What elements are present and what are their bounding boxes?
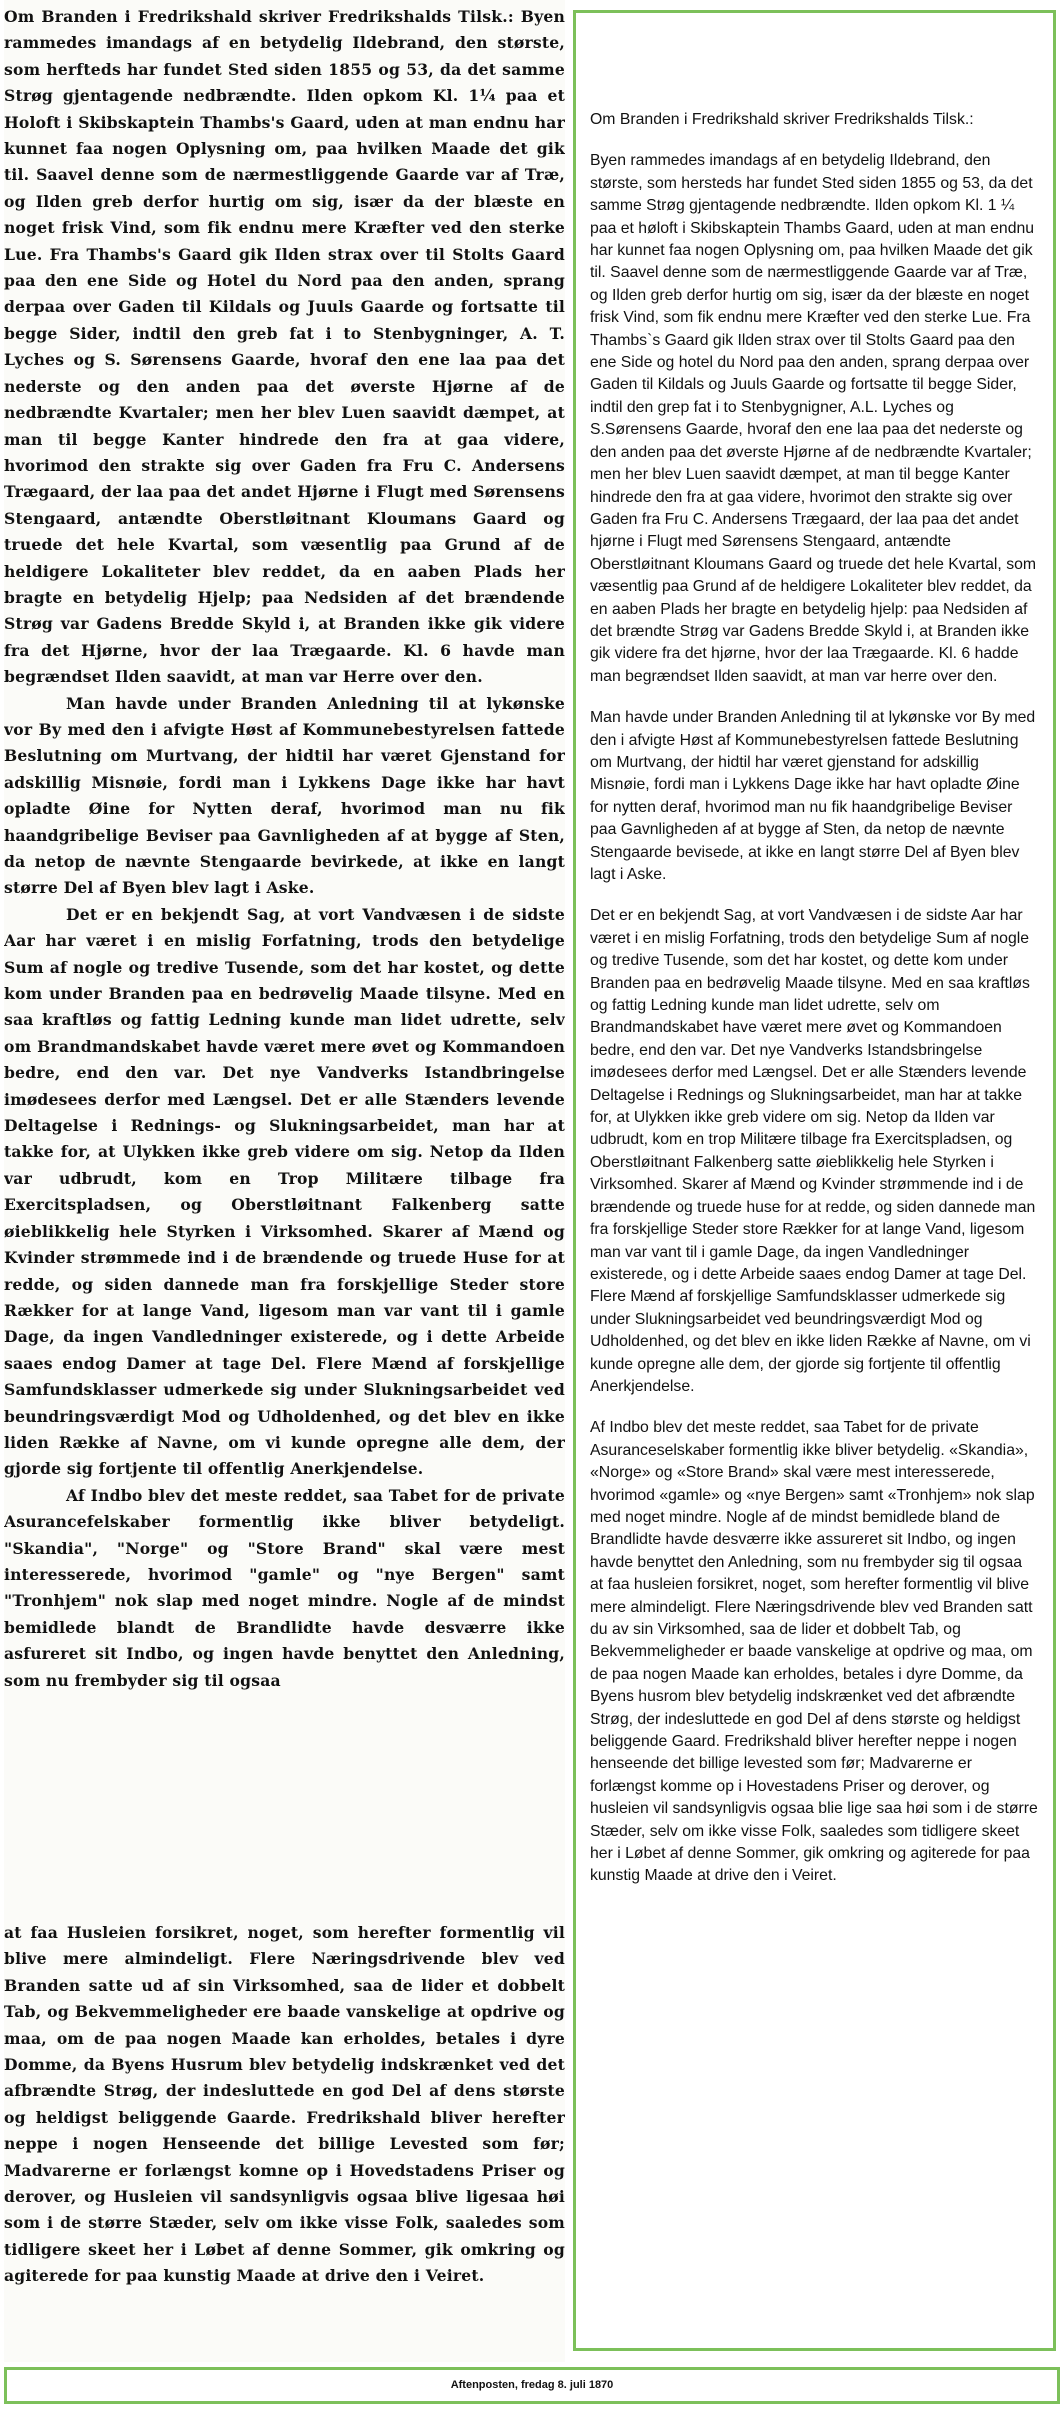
source-caption: Aftenposten, fredag 8. juli 1870: [4, 2367, 1060, 2404]
newspaper-clipping-scan: [4, 0, 565, 2362]
clipping-paragraph: Af Indbo blev det meste reddet, saa Tabet for de private Asurancefelskaber formentlig ikke bliver betydeligt. "Skandia", "Norge" og "Store Brand" skal være mest interesserede, hvorimod "gamle" og "nye Bergen" samt "Tronhjem" nok slap med noget mindre. Nogle af de mindst bemidlede blandt de Brandlidte havde desværre ikke asfureret sit Indbo, og ingen havde benyttet den Anledning, som nu frembyder sig til ogsaa: [4, 1485, 565, 1690]
clipping-paragraph: Om Branden i Fredrikshald skriver Fredrikshalds Tilsk.: Byen rammedes imandags af en betydelig Ildebrand, den største, som herfteds har fundet Sted siden 1855 og 53, da det samme Strøg gjentagende nedbrændte. Ilden opkom Kl. 1¼ paa et Holoft i Skibskaptein Thambs's Gaard, uden at man endnu har kunnet faa nogen Oplysning om, paa hvilken Maade det gik til. Saavel denne som de nærmestliggende Gaarde var af Træ, og Ilden greb derfor hurtig om sig, især da der blæste en noget frisk Vind, som fik endnu mere Kræfter ved den sterke Lue. Fra Thambs's Gaard gik Ilden strax over til Stolts Gaard paa den ene Side og Hotel du Nord paa den anden, sprang derpaa over Gaden til Kildals og Juuls Gaarde og fortsatte til begge Sider, indtil den greb fat i to Stenbygninger, A. T. Lyches og S. Sørensens Gaarde, hvoraf den ene laa paa det nederste og den anden paa det øverste Hjørne af de nedbrændte Kvartaler; men her blev Luen saavidt dæmpet, at man til begge Kanter hindrede den fra at gaa videre, hvorimod den strakte sig over Gaden fra Fru C. Andersens Trægaard, der laa paa det andet Hjørne i Flugt med Sørensens Stengaard, antændte Oberstløitnant Kloumans Gaard og truede det hele Kvartal, som væsentlig paa Grund af de heldigere Lokaliteter blev reddet, da en aaben Plads her bragte en betydelig Hjelp; paa Nedsiden af det brændende Strøg var Gadens Bredde Skyld i, at Branden ikke gik videre fra det Hjørne, hvor der laa Trægaarde. Kl. 6 havde man begrændset Ilden saavidt, at man var Herre over den.: [4, 7, 565, 687]
transcription-panel: [573, 10, 1056, 2351]
clipping-paragraph: Det er en bekjendt Sag, at vort Vandvæsen i de sidste Aar har været i en mislig Forfatning, trods den betydelige Sum af nogle og tredive Tusende, som det har kostet, og dette kom under Branden paa en bedrøvelig Maade tilsyne. Med en saa kraftløs og fattig Ledning kunde man lidet udrette, selv om Brandmandskabet havde været mere øvet og Kommandoen bedre, end den var. Det nye Vandverks Istandbringelse imødesees derfor med Længsel. Det er alle Stænders levende Deltagelse i Rednings- og Slukningsarbeidet, man har at takke for, at Ulykken ikke greb videre om sig. Netop da Ilden var udbrudt, kom en Trop Militære tilbage fra Exercitspladsen, og Oberstløitnant Falkenberg satte øieblikkelig hele Styrken i Virksomhed. Skarer af Mænd og Kvinder strømmede ind i de brændende og truede Huse for at redde, og siden dannede man fra forskjellige Steder store Rækker for at lange Vand, ligesom man var vant til i gamle Dage, da ingen Vandledninger existerede, og i dette Arbeide saaes endog Damer at tage Del. Flere Mænd af forskjellige Samfundsklasser udmerkede sig under Slukningsarbeidet ved beundringsværdigt Mod og Udholdenhed, og det blev en ikke liden Række af Navne, om vi kunde opregne alle dem, der gjorde sig fortjente til offentlig Anerkjendelse.: [4, 904, 565, 1479]
clipping-segment-upper: [4, 4, 565, 1694]
transcription-paragraph: Det er en bekjendt Sag, at vort Vandvæsen i de sidste Aar har været i en mislig Forfatning, trods den betydelige Sum af nogle og tredive Tusende, som det har kostet, og dette kom under Branden paa en bedrøvelig Maade tilsyne. Med en saa kraftløs og fattig Ledning kunde man lidet udrette, selv om Brandmandskabet have været mere øvet og Kommandoen bedre, end den var. Det nye Vandverks Istandsbringelse imødesees derfor med Længsel. Det er alle Stænders levende Deltagelse i Rednings og Slukningsarbeidet, man har at takke for, at Ulykken ikke greb videre om sig. Netop da Ilden var udbrudt, kom en trop Militære tilbage fra Exercitspladsen, og Oberstløitnant Falkenberg satte øieblikkelig hele Styrken i Virksomhed. Skarer af Mænd og Kvinder strømmende ind i de brændende og truede huse for at redde, og siden dannede man fra forskjellige Steder store Rækker for at lange Vand, ligesom man var vant til i gamle Dage, da ingen Vandledninger existerede, og i dette Arbeide saaes endog Damer at tage Del. Flere Mænd af forskjellige Samfundsklasser udmerkede sig under Slukningsarbeidet ved beundringsværdigt Mod og Udholdenhed, og det blev en ikke liden Række af Navne, om vi kunde opregne alle dem, der gjorde sig fortjente til offentlig Anerkjendelse.: [590, 907, 1036, 1395]
transcription-paragraph: Man havde under Branden Anledning til at lykønske vor By med den i afvigte Høst af Kommunebestyrelsen fattede Beslutning om Murtvang, der hidtil har været gjenstand for adskillig Misnøie, fordi man i Lykkens Dage ikke har havt opladte Øine for nytten deraf, hvorimod man nu fik haandgribelige Beviser paa Gavnligheden af at bygge af Sten, da netop de nævnte Stengaarde bevisede, at ikke en langt større Del af Byen blev lagt i Aske.: [590, 709, 1036, 883]
transcription-heading: Om Branden i Fredrikshald skriver Fredrikshalds Tilsk.:: [590, 111, 974, 128]
clipping-paragraph: at faa Husleien forsikret, noget, som herefter formentlig vil blive mere almindeligt. Flere Næringsdrivende blev ved Branden satte ud af sin Virksomhed, saa de lider et dobbelt Tab, og Bekvemmeligheder ere baade vanskelige at opdrive og maa, om de paa nogen Maade kan erholdes, betales i dyre Domme, da Byens Husrum blev betydelig indskrænket ved det afbrændte Strøg, der indesluttede en god Del af dens største og heldigst beliggende Gaarde. Fredrikshald bliver herefter neppe i nogen Henseende det billige Levested som før; Madvarerne er forlængst komne op i Hovedstadens Priser og derover, og Husleien vil sandsynligvis ogsaa blive ligesaa høi som i de større Stæder, selv om ikke visse Folk, saaledes som tidligere skeet her i Løbet af denne Sommer, gik omkring og agiterede for paa kunstig Maade at drive den i Veiret.: [4, 1923, 565, 2286]
clipping-segment-lower: [4, 1920, 565, 2290]
transcription-paragraph: Byen rammedes imandags af en betydelig Ildebrand, den største, som hersteds har fundet Sted siden 1855 og 53, da det samme Strøg gjentagende nedbrændte. Ilden opkom Kl. 1 ¼ paa et høloft i Skibskaptein Thambs Gaard, uden at man endnu har kunnet faa nogen Oplysning om, paa hvilken Maade det gik til. Saavel denne som de nærmestliggende Gaarde var af Træ, og Ilden greb derfor hurtig om sig, især da der blæste en noget frisk Vind, som fik endnu mere Kræfter ved den sterke Lue. Fra Thambs`s Gaard gik Ilden strax over til Stolts Gaard paa den ene Side og hotel du Nord paa den anden, sprang derpaa over Gaden til Kildals og Juuls Gaarde og fortsatte til begge Sider, indtil den grep fat i to Stenbygnigner, A.L. Lyches og S.Sørensens Gaarde, hvoraf den ene laa paa det nederste og den anden paa det øverste Hjørne af de nedbrændte Kvartaler; men her blev Luen saavidt dæmpet, at man til begge Kanter hindrede den fra at gaa videre, hvorimot den strakte sig over Gaden fra Fru C. Andersens Trægaard, der laa paa det andet hjørne i Flugt med Sørensens Stengaard, antændte Oberstløitnant Kloumans Gaard og truede det hele Kvartal, som væsentlig paa Grund af de heldigere Lokaliteter blev reddet, da en aaben Plads her bragte en betydelig hjelp: paa Nedsiden af det brændte Strøg var Gadens Bredde Skyld i, at Branden ikke gik videre fra det hjørne, hvor der laa Trægaarde. Kl. 6 hadde man begrændset Ilden saavidt, at man var herre over den.: [590, 152, 1037, 685]
clipping-paragraph: Man havde under Branden Anledning til at lykønske vor By med den i afvigte Høst af Kommunebestyrelsen fattede Beslutning om Murtvang, der hidtil har været Gjenstand for adskillig Misnøie, fordi man i Lykkens Dage ikke har havt opladte Øine for Nytten deraf, hvorimod man nu fik haandgribelige Beviser paa Gavnligheden af at bygge af Sten, da netop de nævnte Stengaarde bevirkede, at ikke en langt større Del af Byen blev lagt i Aske.: [4, 693, 565, 898]
transcription-paragraph: Af Indbo blev det meste reddet, saa Tabet for de private Asuranceselskaber formentlig ikke bliver betydelig. «Skandia», «Norge» og «Store Brand» skal være mest interesserede, hvorimod «gamle» og «nye Bergen» samt «Tronhjem» nok slap med noget mindre. Nogle af de mindst bemidlede bland de Brandlidte havde desværre ikke assureret sit Indbo, og ingen havde benyttet den Anledning, som nu frembyder sig til ogsaa at faa husleien forsikret, noget, som herefter formentlig vil blive mere almindeligt. Flere Næringsdrivende blev ved Branden satt du av sin Virksomhed, saa de lider et dobbelt Tab, og Bekvemmeligheder er baade vanskelige at opdrive og maa, om de paa nogen Maade kan erholdes, betales i dyre Domme, da Byens husrom blev betydelig indskrænket ved det afbrændte Strøg, der indesluttede en god Del af dens største og heldigst beliggende Gaard. Fredrikshald bliver herefter neppe i nogen henseende det billige levested som før; Madvarerne er forlængst komme op i Hovestadens Priser og derover, og husleien vil sandsynligvis ogsaa blie lige saa høi som i de større Stæder, selv om ikke visse Folk, saaledes som tidligere skeet her i Løbet af denne Sommer, gik omkring og agiterede for paa kunstig Maade at drive den i Veiret.: [590, 1419, 1038, 1885]
